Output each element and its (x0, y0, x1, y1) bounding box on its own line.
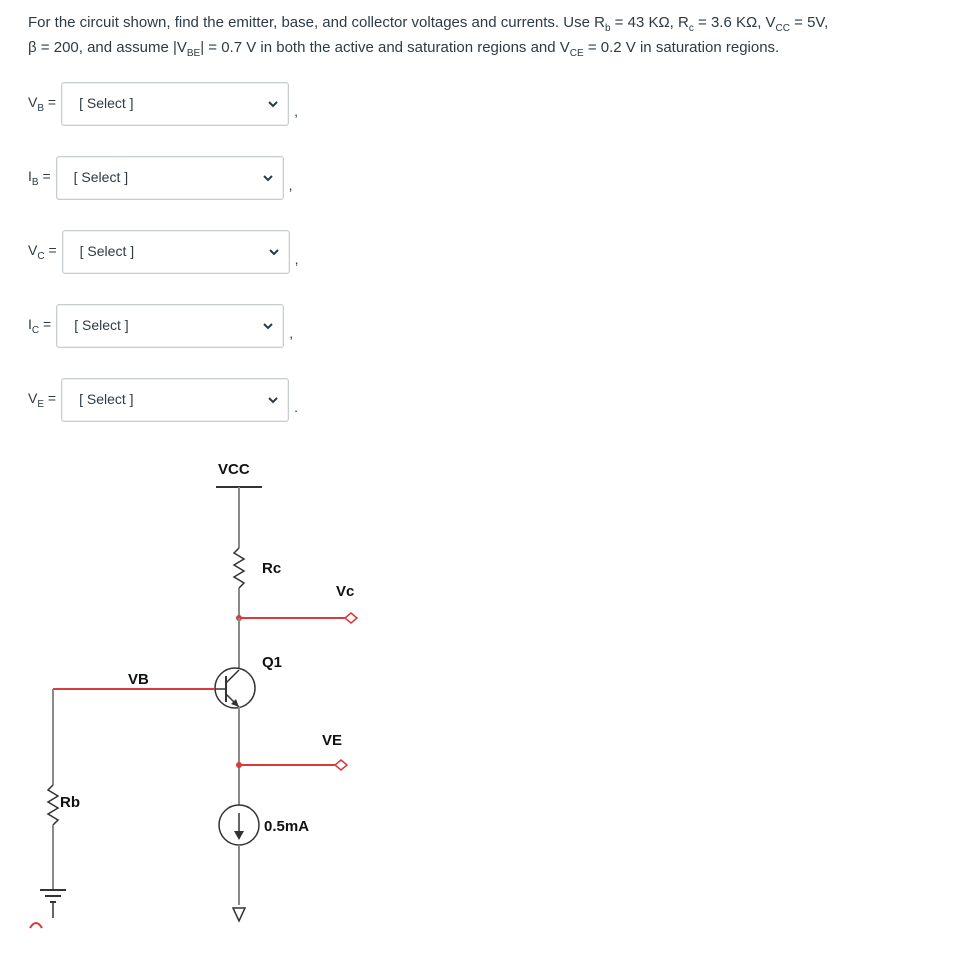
vcc-label: VCC (218, 461, 250, 478)
answer-label: $V_E$ = (28, 390, 57, 410)
chevron-down-icon (262, 172, 274, 184)
punctuation: , (288, 177, 293, 193)
answer-select-ve[interactable] (61, 378, 289, 422)
vb-net (53, 671, 226, 785)
rc-resistor (234, 548, 281, 618)
ground-arrow-icon (233, 908, 245, 921)
answer-row-ic (28, 302, 293, 350)
chevron-down-icon (267, 394, 279, 406)
rb-label: Rb (60, 794, 80, 811)
chevron-down-icon (268, 246, 280, 258)
ve-label: VE (322, 732, 343, 749)
vb-label: VB (128, 671, 149, 688)
answer-select-ic[interactable] (56, 304, 284, 348)
select-value: [ Select ] (79, 391, 134, 407)
answer-label: $I_C$ = (28, 316, 52, 336)
answer-row-vc (28, 228, 299, 276)
q1-transistor (215, 654, 282, 708)
answer-label: $V_C$ = (28, 242, 57, 262)
circuit-diagram (0, 440, 977, 930)
punctuation: , (294, 251, 299, 267)
punctuation: , (294, 103, 298, 119)
ve-net (236, 732, 347, 770)
chevron-down-icon (267, 98, 279, 110)
question-text: For the circuit shown, find the emitter, base, and collector voltages and currents. Use $R_b = 43$ KΩ, $R_c = 3.6$ KΩ, $V_{CC} = 5V$, β = 200, and assume $|V_{BE}| = 0.7$ V in both the active and saturation regions and $V_{CE} = 0.2$ V in saturation regions. (28, 14, 829, 59)
ground-icon (30, 890, 66, 928)
answer-label: $I_B$ = (28, 168, 51, 188)
current-label: 0.5mA (264, 818, 310, 835)
vcc-supply (216, 461, 262, 548)
current-source (219, 805, 309, 845)
punctuation: . (294, 399, 298, 415)
answer-row-ib (28, 154, 293, 202)
answer-select-vc[interactable] (62, 230, 290, 274)
answer-label: $V_B$ = (28, 94, 57, 114)
select-value: [ Select ] (79, 95, 134, 111)
answer-select-ib[interactable] (56, 156, 284, 200)
vc-label: Vc (336, 583, 355, 600)
answer-select-vb[interactable] (61, 82, 289, 126)
answer-row-vb (28, 80, 298, 128)
vc-net (236, 583, 357, 623)
q1-label: Q1 (262, 654, 283, 671)
answer-row-ve (28, 376, 298, 424)
rb-resistor (48, 785, 80, 890)
select-value: [ Select ] (73, 169, 129, 185)
select-value: [ Select ] (79, 243, 135, 259)
chevron-down-icon (262, 320, 274, 332)
rc-label: Rc (262, 560, 282, 577)
punctuation: , (289, 325, 294, 341)
select-value: [ Select ] (74, 317, 129, 333)
